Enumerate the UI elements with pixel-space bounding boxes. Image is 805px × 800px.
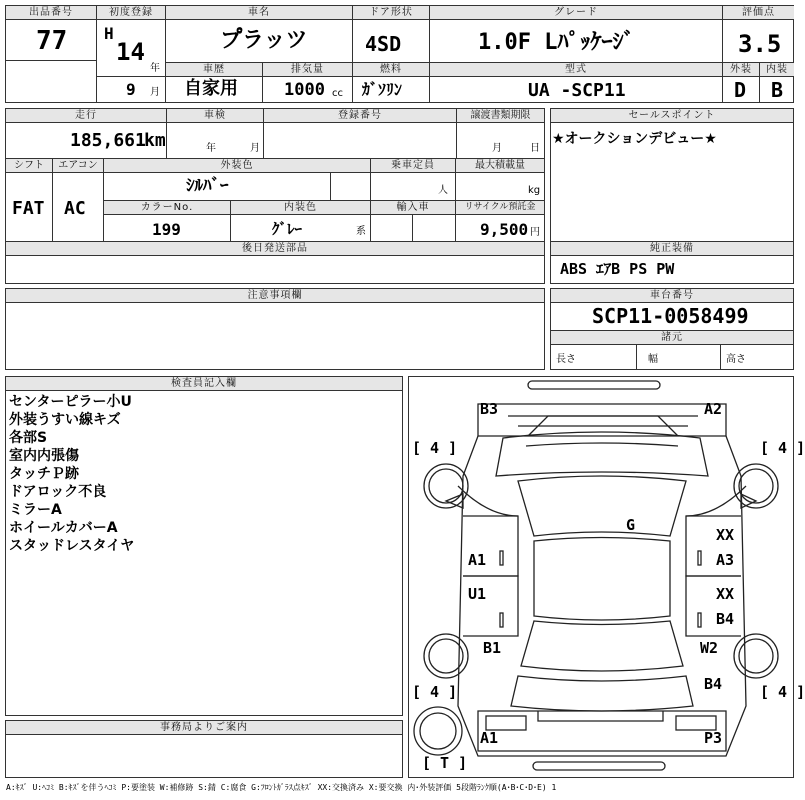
equipment: ABS ｴｱB PS PW	[560, 260, 675, 278]
chassis-label: 車台番号	[551, 289, 793, 303]
damage-A3: A3	[716, 551, 735, 569]
interior-label: 内装	[760, 63, 794, 77]
capacity-unit: 人	[438, 185, 448, 196]
model-label: 型式	[430, 63, 722, 77]
remark-line: スタッドレスタイヤ	[9, 538, 135, 554]
tire-rear-left: [ 4 ]	[412, 683, 458, 701]
history-label: 車歴	[166, 63, 262, 77]
remark-line: 外装うすい線キズ	[9, 412, 121, 428]
parts-label: 後日発送部品	[6, 242, 544, 256]
reg-month: 9	[126, 80, 136, 99]
sales-point-label: セールスポイント	[551, 109, 793, 123]
door-type: 4SD	[365, 32, 402, 56]
tire-front-left: [ 4 ]	[412, 439, 458, 457]
reg-no-label: 登録番号	[264, 109, 456, 123]
ac-label: エアコン	[53, 159, 103, 173]
damage-A2-top: A2	[704, 400, 723, 418]
inspector-remarks	[9, 393, 134, 555]
remark-line: タッチＰ跡	[9, 466, 79, 482]
damage-B4-low: B4	[704, 675, 723, 693]
damage-U1: U1	[468, 585, 487, 603]
lot-no: 77	[36, 26, 68, 56]
notes-label: 注意事項欄	[6, 289, 544, 303]
reg-year: 14	[116, 38, 145, 66]
damage-B1: B1	[483, 639, 502, 657]
ext-color: ｼﾙﾊﾞｰ	[186, 176, 229, 196]
remark-line: 各部S	[9, 430, 48, 446]
remark-line: ドアロック不良	[9, 484, 107, 500]
int-color: ｸﾞﾚｰ	[272, 220, 303, 238]
sales-point: ★オークションデビュー★	[552, 131, 717, 147]
transfer-label: 譲渡書類期限	[457, 109, 544, 123]
length-label: 長さ	[556, 354, 576, 365]
shift: FAT	[12, 198, 45, 219]
remark-line: センターピラー小U	[9, 394, 132, 410]
grade: 1.0F Lﾊﾟｯｹｰｼﾞ	[478, 30, 635, 55]
max-load-label: 最大積載量	[456, 159, 544, 173]
fuel: ｶﾞｿﾘﾝ	[362, 80, 403, 99]
recycle-label: リサイクル預託金	[456, 201, 544, 215]
fuel-label: 燃料	[353, 63, 429, 77]
inspection-month-unit: 月	[250, 143, 260, 154]
tire-front-right: [ 4 ]	[760, 439, 805, 457]
displacement: 1000	[284, 80, 325, 100]
displacement-label: 排気量	[263, 63, 352, 77]
int-color-label: 内装色	[231, 201, 370, 215]
ext-color-label: 外装色	[104, 159, 370, 173]
first-reg-label: 初度登録	[97, 6, 165, 20]
equipment-label: 純正装備	[551, 242, 793, 256]
car-name: プ゚ラッツ	[220, 28, 308, 53]
shift-label: シフト	[6, 159, 52, 173]
int-color-unit: 系	[356, 226, 366, 237]
model: UA -SCP11	[528, 80, 626, 101]
inspection-label: 車検	[167, 109, 263, 123]
damage-XX-1: XX	[716, 526, 735, 544]
color-no: 199	[152, 220, 181, 239]
mileage-unit: km	[144, 130, 166, 151]
interior-score: B	[771, 78, 784, 102]
damage-XX-2: XX	[716, 585, 735, 603]
height-label: 高さ	[726, 354, 746, 365]
inspector-label: 検査員記入欄	[6, 377, 402, 391]
history: 自家用	[184, 78, 238, 99]
width-label: 幅	[648, 354, 658, 365]
damage-P3: P3	[704, 729, 723, 747]
spare-tire-label: [ T ]	[422, 754, 468, 772]
ac: AC	[64, 198, 86, 219]
mileage: 185,661	[70, 130, 146, 151]
recycle-unit: 円	[530, 227, 540, 238]
mileage-label: 走行	[6, 109, 166, 123]
damage-A1-left: A1	[468, 551, 487, 569]
era: H	[104, 24, 114, 43]
remark-line: ミラーA	[9, 502, 62, 518]
specs-label: 諸元	[551, 331, 793, 345]
damage-W2: W2	[700, 639, 719, 657]
damage-A1-bottom: A1	[480, 729, 499, 747]
max-load-unit: kg	[528, 185, 541, 196]
office-label: 事務局よりご案内	[6, 721, 402, 735]
grade-label: グレード	[430, 6, 722, 20]
remark-line: 室内内張傷	[9, 448, 79, 464]
recycle-fee: 9,500	[480, 220, 529, 239]
car-name-label: 車名	[166, 6, 352, 20]
damage-B4-mid: B4	[716, 610, 735, 628]
score-label: 評価点	[723, 6, 794, 20]
chassis-no: SCP11-0058499	[592, 304, 749, 328]
tire-rear-right: [ 4 ]	[760, 683, 805, 701]
reg-year-unit: 年	[150, 63, 160, 74]
reg-month-unit: 月	[150, 87, 160, 98]
exterior-score: D	[734, 78, 747, 102]
displacement-unit: cc	[332, 88, 343, 99]
transfer-month-unit: 月	[492, 143, 502, 154]
transfer-day-unit: 日	[530, 143, 540, 154]
color-no-label: カラーNo.	[104, 201, 230, 215]
damage-legend: A:ｷｽﾞ U:ﾍｺﾐ B:ｷｽﾞを伴うﾍｺﾐ P:要塗装 W:補修跡 S:錆 C:腐食 G:ﾌﾛﾝﾄｶﾞﾗｽ点ｷｽﾞ XX:交換済み X:要交換 内･外装評価 5段階ﾗﾝｸ順(A･B･C･D･E) 1	[6, 783, 557, 792]
remark-line: ホイールカバーA	[9, 520, 118, 536]
car-outline-diagram	[408, 376, 794, 778]
score: 3.5	[738, 30, 782, 58]
capacity-label: 乗車定員	[371, 159, 455, 173]
damage-B3: B3	[480, 400, 499, 418]
damage-G: G	[626, 516, 636, 534]
inspection-year-unit: 年	[206, 143, 216, 154]
import-label: 輸入車	[371, 201, 455, 215]
lot-no-label: 出品番号	[6, 6, 96, 20]
exterior-label: 外装	[723, 63, 759, 77]
door-label: ドア形状	[353, 6, 429, 20]
